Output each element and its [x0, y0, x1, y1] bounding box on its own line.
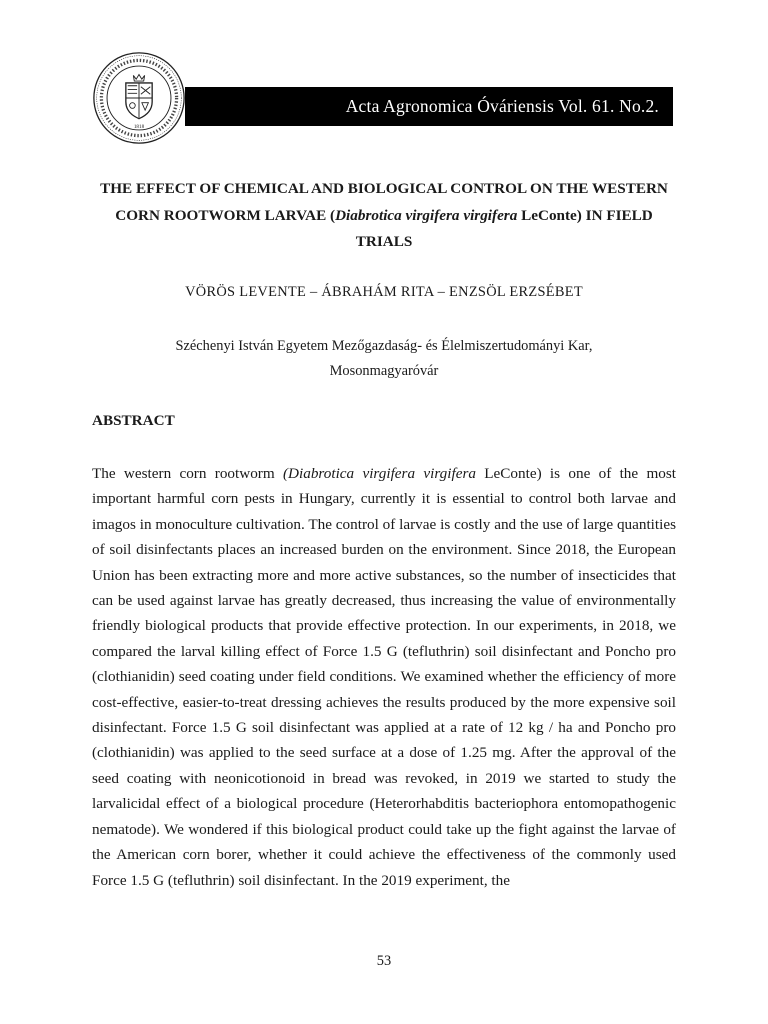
- journal-title: Acta Agronomica Óváriensis Vol. 61. No.2.: [345, 96, 659, 116]
- abstract-text: LeConte) is one of the most important harmful corn pests in Hungary, currently it is essential to control both larvae and imagos in monoculture cultivation. The control of larvae is costly and the use of large quantities of soil disinfectants places an increased burden on the environment. Since 2018, the European Union has been extracting more and more active substances, so the number of insecticides that can be used against larvae has greatly decreased, thus increasing the value of environmentally friendly biological products that provide effective protection. In our experiments, in 2018, we compared the larval killing effect of Force 1.5 G (tefluthrin) soil disinfectant and Poncho pro (clothianidin) seed coating under field conditions. We examined whether the efficiency of more cost-effective, easier-to-treat dressing achieves the results produced by the more expensive soil disinfectant. Force 1.5 G soil disinfectant was applied at a rate of 12 kg / ha and Poncho pro (clothianidin) was applied to the seed surface at a dose of 1.25 mg. After the approval of the seed coating with neonicotionoid in bread was revoked, in 2019 we started to study the larvalicidal effect of a biological procedure (Heterorhabditis bacteriophora entomopathogenic nematode). We wondered if this biological product could take up the fight against the larvae of the American corn borer, whether it could achieve the effectiveness of the commonly used Force 1.5 G (tefluthrin) soil disinfectant. In the 2019 experiment, the: [92, 465, 676, 889]
- title-species: Diabrotica virgifera virgifera: [335, 206, 518, 224]
- affiliation-line-1: Széchenyi István Egyetem Mezőgazdaság- és Élelmiszertudományi Kar,: [175, 338, 593, 354]
- title-text-start: THE EFFECT OF CHEMICAL AND BIOLOGICAL CONTROL ON THE WESTERN CORN ROOTWORM LARVAE (: [100, 180, 668, 224]
- article-title: [92, 176, 676, 256]
- university-seal-icon: [92, 51, 186, 145]
- affiliation-line-2: Mosonmagyaróvár: [329, 363, 439, 379]
- author-list: VÖRÖS LEVENTE – ÁBRAHÁM RITA – ENZSÖL ERZSÉBET: [185, 284, 583, 300]
- affiliation: [92, 334, 676, 384]
- abstract-paragraph: [92, 461, 676, 893]
- abstract-species: (Diabrotica virgifera virgifera: [283, 465, 476, 482]
- page-number: 53: [376, 953, 392, 969]
- title-text-end: LeConte) IN FIELD TRIALS: [355, 206, 653, 250]
- abstract-heading: ABSTRACT: [92, 412, 175, 429]
- journal-header-bar: [185, 87, 673, 126]
- abstract-intro: The western corn rootworm: [92, 465, 283, 482]
- seal-year: 1818: [133, 124, 145, 131]
